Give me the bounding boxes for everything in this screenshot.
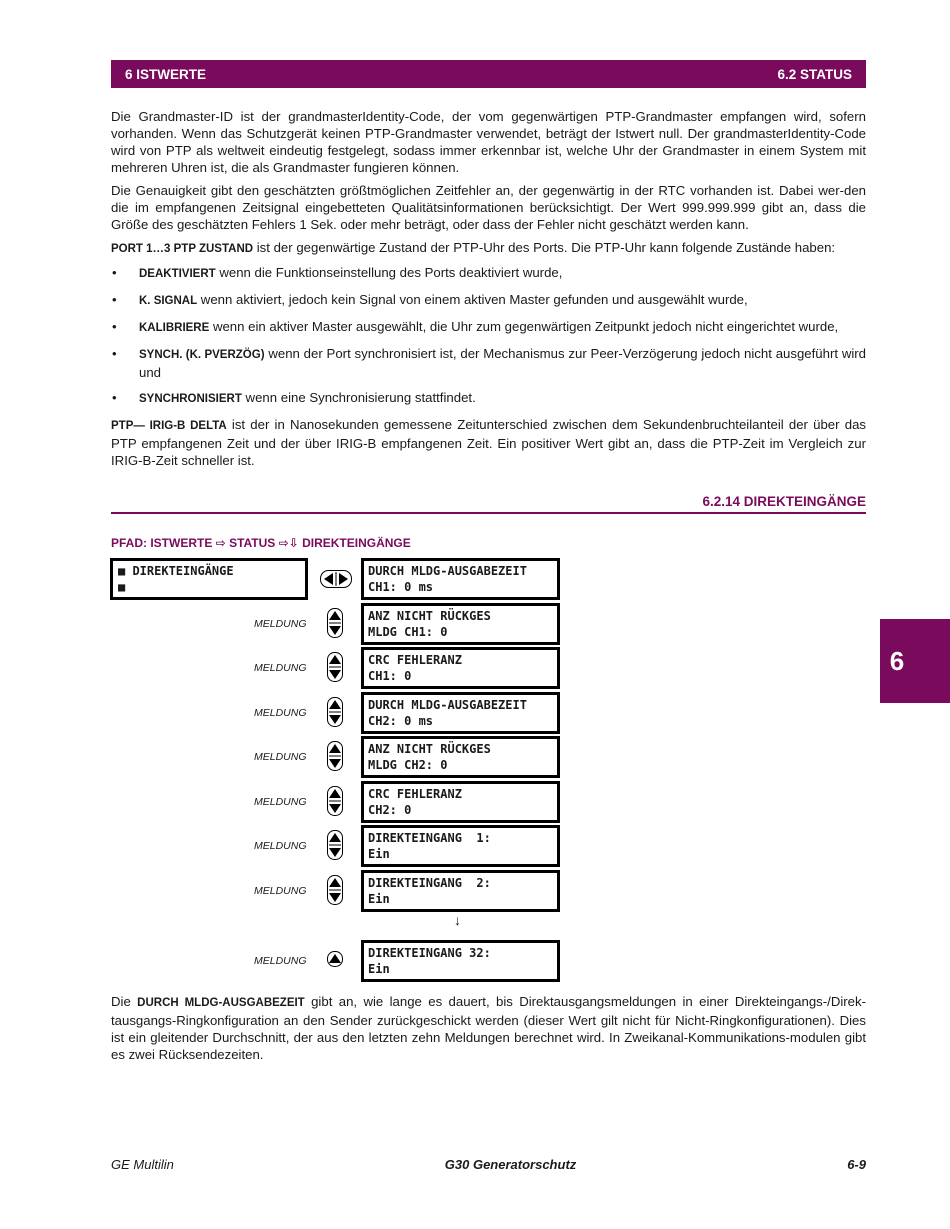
path-part: PFAD: ISTWERTE (111, 536, 216, 550)
closing-text (111, 993, 866, 1069)
up-down-key-icon (327, 741, 343, 771)
paragraph-irig-delta (111, 416, 866, 469)
state-term: K. SIGNAL (139, 295, 198, 307)
lcd-display-box: CRC FEHLERANZ CH1: 0 (361, 647, 560, 689)
up-down-key-icon (327, 652, 343, 682)
term-irig-delta: PTP— IRIG-B DELTA (111, 420, 227, 432)
path-part: DIREKTEINGÄNGE (298, 536, 411, 550)
chapter-header-bar (111, 60, 866, 88)
chapter-side-tab: 6 (880, 619, 950, 703)
footer-page-number: 6-9 (847, 1157, 866, 1172)
term-port-state: PORT 1…3 PTP ZUSTAND (111, 243, 254, 255)
state-list (111, 264, 866, 408)
intro-text (111, 108, 866, 475)
right-arrow-icon: ⇨ (215, 536, 226, 550)
up-down-key-icon (327, 608, 343, 638)
up-down-key-icon (327, 697, 343, 727)
lcd-display-box: ANZ NICHT RÜCKGES MLDG CH1: 0 (361, 603, 560, 645)
message-label: MELDUNG (254, 840, 307, 852)
paragraph-accuracy: Die Genauigkeit gibt den geschätzten größtmöglichen Zeitfehler an, der gegenwärtig in der RTC vorhanden ist. Dabei wer-den die im empfangenen Zeitsignal eingebetteten Qualitätsinformationen berücksichtigt. Der Wert 999.999.999 gibt an, dass die Größe des geschätzten Fehlers 1 Sek. oder mehr beträgt, oder dass der Fehler nicht geschätzt werden kann. (111, 183, 866, 232)
list-item (111, 291, 866, 310)
state-term: DEAKTIVIERT (139, 268, 216, 280)
message-label: MELDUNG (254, 707, 307, 719)
irig-delta-text: ist der in Nanosekunden gemessene Zeitunterschied zwischen dem Sekundenbruchteilanteil der über das PTP empfangenen Zeit und der über IRIG-B empfangenen Zeit. Ein positiver Wert gibt an, dass die PTP-Zeit im Vergleich zur IRIG-B-Zeit schneller ist. (111, 417, 866, 468)
menu-header-box: ■ DIREKTEINGÄNGE ■ (110, 558, 308, 600)
message-label: MELDUNG (254, 751, 307, 763)
state-desc: wenn ein aktiver Master ausgewählt, die Uhr zum gegenwärtigen Zeitpunkt jedoch nicht eingerichtet wurde, (209, 319, 839, 334)
state-desc: wenn aktiviert, jedoch kein Signal von einem aktiven Master gefunden und ausgewählt wurde, (197, 292, 748, 307)
list-item (111, 318, 866, 337)
up-down-key-icon (327, 786, 343, 816)
paragraph-grandmaster: Die Grandmaster-ID ist der grandmasterIdentity-Code, der vom gegenwärtigen PTP-Grandmaster empfangen wird, sofern vorhanden. Wenn das Schutzgerät keinen PTP-Grandmaster verwendet, beträgt der Istwert null. Der grandmasterIdentity-Code wird von PTP als weltweit eindeutig festgelegt, sodass immer erkennbar ist, welche Uhr der Grandmaster in einem System mit mehreren Uhren ist, die als Grandmaster fungieren können. (111, 109, 866, 175)
term-roundtrip: DURCH MLDG-AUSGABEZEIT (137, 997, 305, 1009)
lcd-display-box: DURCH MLDG-AUSGABEZEIT CH1: 0 ms (361, 558, 560, 600)
path-part: STATUS (225, 536, 279, 550)
roundtrip-text: gibt an, wie lange es dauert, bis Direktausgangsmeldungen in einer Direkteingangs-/Direk-tausgangs-Ringkonfiguration an den Sender zurückgeschickt werden (dieser Wert gilt nicht für Nicht-Ringkonfigurationen). Dies ist ein gleitender Durchschnitt, der aus den letzten zehn Meldungen berechnet wird. In Zweikanal-Kommunikations-modulen gibt es zwei Rücksendezeiten. (111, 994, 866, 1062)
up-down-key-icon (327, 830, 343, 860)
chapter-title: 6 ISTWERTE (125, 66, 207, 82)
up-key-icon (327, 951, 343, 967)
list-item (111, 389, 866, 408)
state-desc: wenn eine Synchronisierung stattfindet. (241, 390, 476, 405)
left-right-key-icon (320, 570, 352, 588)
port-state-text: ist der gegenwärtige Zustand der PTP-Uhr des Ports. Die PTP-Uhr kann folgende Zustände haben: (253, 240, 836, 255)
paragraph-port-state (111, 239, 866, 258)
list-item (111, 264, 866, 283)
state-desc: wenn die Funktionseinstellung des Ports deaktiviert wurde, (215, 265, 563, 280)
page-footer (111, 1157, 866, 1172)
footer-product: G30 Generatorschutz (444, 1157, 577, 1172)
message-label: MELDUNG (254, 796, 307, 808)
message-label: MELDUNG (254, 885, 307, 897)
lcd-display-box: CRC FEHLERANZ CH2: 0 (361, 781, 560, 823)
lcd-display-box: DIREKTEINGANG 2: Ein (361, 870, 560, 912)
footer-company: GE Multilin (111, 1157, 174, 1172)
paragraph-roundtrip (111, 993, 866, 1063)
message-label: MELDUNG (254, 955, 307, 967)
message-label: MELDUNG (254, 662, 307, 674)
section-title: 6.2.14 DIREKTEINGÄNGE (111, 494, 866, 514)
section-label: 6.2 STATUS (777, 66, 852, 82)
continuation-arrow-icon: ↓ (454, 912, 461, 928)
state-term: SYNCHRONISIERT (139, 393, 242, 405)
list-item (111, 345, 866, 381)
state-desc: wenn der Port synchronisiert ist, der Mechanismus zur Peer-Verzögerung jedoch nicht ausgeführt wird und (139, 346, 866, 380)
right-down-arrow-icon: ⇨⇩ (278, 536, 299, 550)
lcd-display-box: ANZ NICHT RÜCKGES MLDG CH2: 0 (361, 736, 560, 778)
lcd-display-box: DIREKTEINGANG 32: Ein (361, 940, 560, 982)
up-down-key-icon (327, 875, 343, 905)
breadcrumb (111, 536, 411, 550)
state-term: SYNCH. (K. PVERZÖG) (139, 349, 265, 361)
roundtrip-pre: Die (111, 994, 138, 1009)
lcd-display-box: DIREKTEINGANG 1: Ein (361, 825, 560, 867)
state-term: KALIBRIERE (139, 322, 210, 334)
lcd-display-box: DURCH MLDG-AUSGABEZEIT CH2: 0 ms (361, 692, 560, 734)
message-label: MELDUNG (254, 618, 307, 630)
